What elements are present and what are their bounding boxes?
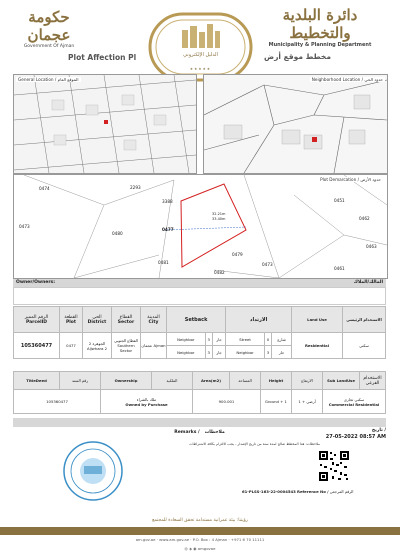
th-setback-en: Setback	[167, 307, 226, 333]
td-sublanduse	[323, 390, 386, 414]
plot-label-0477: 0477	[162, 227, 174, 232]
th-sublanduse-en: Sub LandUse	[323, 372, 360, 390]
qr-code-graphic	[318, 450, 350, 482]
th-district-ar: الحي	[92, 314, 102, 320]
td-sb1-5: شارع	[272, 333, 292, 346]
td-ownership-ar: ملك بالشراء	[136, 396, 157, 402]
owner-bar	[13, 279, 386, 287]
plot-demarcation-label-en: Plot Demarcation	[320, 177, 357, 182]
owner-label-en: Owner/Owners:	[16, 280, 56, 285]
neighborhood-location-label-en: Neighborhood Location	[311, 77, 361, 82]
reference-value: 61-PLSS-163-22-0004543	[242, 489, 296, 494]
plot-label-0463: 0463	[366, 244, 377, 249]
dim-label-2: 33.40m	[212, 217, 226, 221]
td-sb2-3: Neighbor	[226, 346, 265, 359]
footer-bar	[0, 527, 400, 535]
date-value: 27-05-2022 08:57 AM	[325, 434, 386, 440]
th-parcel-en: ParcelID	[25, 319, 48, 325]
ajman-government-logo-ar: حكومة عجمان	[27, 8, 71, 44]
general-location-map-graphic	[14, 75, 196, 173]
th-ownership-ar: الملكية	[152, 372, 193, 390]
general-location-label-en: General Location	[18, 77, 54, 82]
td-sb2-2: جار	[212, 346, 225, 359]
plot-demarcation-graphic	[14, 175, 387, 278]
th-height-ar: الارتفاع	[292, 372, 323, 390]
remarks-label-ar: ملاحظات	[204, 430, 225, 435]
plot-label-0473: 0473	[19, 224, 30, 229]
plot-demarcation-label-ar: حدود الأرض	[360, 177, 381, 182]
td-plot: 0477	[60, 333, 83, 359]
th-area-ar: المساحة	[230, 372, 261, 390]
seal-caption: الدليل الإلكتروني	[183, 52, 218, 58]
td-district: الجوهرة 2 Aljwhara 2	[83, 333, 112, 359]
th-city	[141, 307, 167, 333]
seal-logo	[148, 12, 253, 82]
notes-text: ملاحظات: هذا المخطط صالح لمدة سنة من تاريخ الإصدار - يجب الالتزام بكافة الاشتراطات	[189, 442, 320, 446]
plot-label-0479: 0479	[232, 252, 243, 257]
th-sector	[112, 307, 141, 333]
neighborhood-location-map[interactable]	[203, 74, 388, 174]
municipality-logo-ar: دائرة البلدية والتخطيط	[282, 6, 358, 42]
plot-label-0481: 0481	[158, 260, 169, 265]
instagram-icon[interactable]: ◎	[184, 546, 188, 551]
th-parcel-ar: الرقم المميز	[24, 314, 49, 320]
th-area-en: Area(m2)	[193, 372, 230, 390]
deed-info-table	[13, 371, 386, 414]
plot-label-0473b: 0473	[262, 262, 273, 267]
th-parcel	[14, 307, 60, 333]
td-sb1-2: جار	[212, 333, 225, 346]
stamp-graphic	[62, 440, 124, 502]
th-district	[83, 307, 112, 333]
th-sublanduse-ar: الاستخدام الفرعي	[360, 372, 386, 390]
td-landuse-ar: سكني	[343, 333, 386, 359]
td-height-en: Ground + 1	[261, 390, 292, 414]
td-sb1-1: 3	[205, 333, 212, 346]
neighborhood-location-map-graphic	[204, 75, 387, 173]
plot-label-0461: 0461	[334, 266, 345, 271]
th-ownership-en: Ownership	[101, 372, 152, 390]
reference-label-ar: الرقم المرجعي	[329, 489, 354, 494]
reference-label-en: Reference No /	[297, 489, 329, 494]
footer-social[interactable]	[0, 546, 400, 551]
plot-label-2293: 2293	[130, 185, 141, 190]
neighborhood-location-label: Neighborhood Location / حدود الحي	[311, 77, 383, 82]
seal-logo-graphic	[148, 12, 253, 82]
neighborhood-location-label-ar: حدود الحي	[364, 77, 383, 82]
plot-title-en: Plot Affection Pl	[68, 53, 137, 62]
td-sector: القطاع الجنوبي Southern Sector	[112, 333, 141, 359]
plot-title-ar: مخطط موقع أرض	[264, 52, 331, 61]
parcel-info-table	[13, 306, 386, 359]
owner-value-area	[13, 287, 386, 305]
ajman-government-logo-en: Government Of Ajman	[23, 44, 75, 49]
td-landuse-en: Residential	[292, 333, 343, 359]
municipality-logo-en: Municipality & Planning Department	[268, 42, 372, 48]
td-titledeed: 105360477	[14, 390, 101, 414]
td-sb1-0: Neighbor	[167, 333, 206, 346]
footer-slogan: رؤيتنا: بيئة عمرانية مستدامة تحقق السعادة للمجتمع	[152, 518, 248, 523]
td-sb1-4: 0	[264, 333, 271, 346]
plot-label-3388: 3388	[162, 199, 173, 204]
th-landuse-ar: الاستخدام الرئيسي	[343, 307, 386, 333]
remarks-label-en: Remarks /	[174, 430, 200, 435]
plot-label-0474: 0474	[39, 186, 50, 191]
th-city-ar: المدينة	[147, 314, 160, 320]
th-titledeed-ar: رقم السند	[60, 372, 101, 390]
footer-contact[interactable]: am.gov.ae · www.am.gov.ae · P.O. Box : 4 Ajman · +971 6 70 11111	[135, 537, 265, 542]
dim-label-1: 32.21m	[212, 212, 226, 216]
td-sb2-4: 3	[264, 346, 271, 359]
th-city-en: City	[148, 319, 159, 325]
plot-label-0480: 0480	[112, 231, 123, 236]
td-sb1-3: Street	[226, 333, 265, 346]
owner-label-ar: المالك/الملاك	[353, 280, 383, 285]
td-sublanduse-en: Commercial Residential	[328, 401, 380, 407]
reference-number	[242, 489, 382, 494]
municipality-logo	[255, 6, 385, 48]
td-sb2-5: جار	[272, 346, 292, 359]
th-landuse-en: Land Use	[292, 307, 343, 333]
ajman-government-logo	[14, 8, 84, 49]
general-location-label-ar: الموقع العام	[57, 77, 79, 82]
ajman-seal-stamp	[62, 440, 124, 502]
date-label: تاريخ /	[371, 428, 386, 433]
footer-social-handle: amgovae	[197, 546, 216, 551]
facebook-icon[interactable]: ◉	[193, 546, 197, 551]
general-location-map[interactable]	[13, 74, 197, 174]
td-area: 900.001	[193, 390, 261, 414]
td-height-ar: أرضي + 1	[292, 390, 323, 414]
td-ownership-en: Owned by Purchase	[125, 401, 168, 407]
plot-label-0482: 0482	[214, 270, 225, 275]
td-sb2-1: 3	[205, 346, 212, 359]
th-sector-ar: القطاع	[119, 314, 133, 320]
th-plot	[60, 307, 83, 333]
plot-label-0451: 0451	[334, 198, 345, 203]
qr-code[interactable]	[318, 450, 350, 482]
td-sublanduse-ar: سكني تجاري	[343, 396, 365, 402]
plot-label-0462: 0462	[359, 216, 370, 221]
svg-text:★ ★ ★ ★ ★: ★ ★ ★ ★ ★	[189, 67, 211, 71]
plot-demarcation-label: Plot Demarcation / حدود الأرض	[320, 177, 381, 182]
th-plot-ar: القطعة	[64, 314, 78, 320]
th-district-en: District	[87, 319, 107, 325]
th-titledeed-en: TitleDeed	[14, 372, 60, 390]
twitter-icon[interactable]: ◈	[189, 546, 193, 551]
th-height-en: Height	[261, 372, 292, 390]
th-setback-ar: الارتداد	[226, 307, 292, 333]
th-sector-en: Sector	[117, 319, 135, 325]
th-plot-en: Plot	[65, 319, 77, 325]
general-location-label: General Location / الموقع العام	[18, 77, 79, 82]
td-parcel: 105360477	[14, 333, 60, 359]
td-city: عجمان Ajman	[141, 333, 167, 359]
plot-demarcation-map[interactable]	[13, 174, 388, 279]
td-sb2-0: Neighbor	[167, 346, 206, 359]
td-ownership	[101, 390, 193, 414]
